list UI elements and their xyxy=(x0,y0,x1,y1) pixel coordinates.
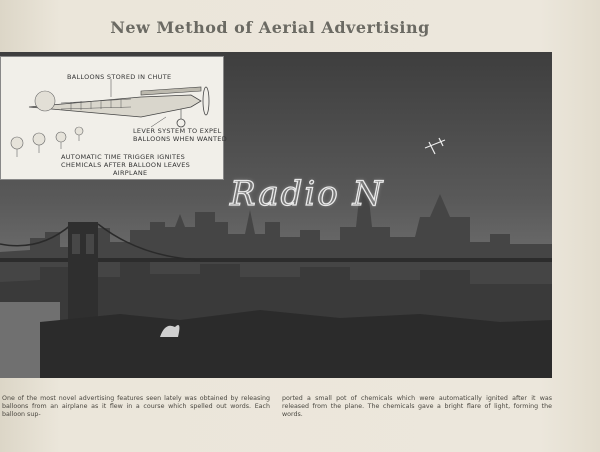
caption-left: One of the most novel advertising features seen lately was obtained by releasing balloons from an airplane as it flew in a course which spelled out words. Each balloon sup- xyxy=(2,395,270,418)
label-trigger-line3: AIRPLANE xyxy=(113,169,148,177)
label-balloons-stored: BALLOONS STORED IN CHUTE xyxy=(67,73,172,81)
label-trigger-line1: AUTOMATIC TIME TRIGGER IGNITES xyxy=(61,153,186,161)
label-lever-line1: LEVER SYSTEM TO EXPEL xyxy=(133,127,222,135)
caption-right: ported a small pot of chemicals which were automatically ignited after it was released from the plane. The chemicals gave a bright flare of light, forming the words. xyxy=(282,395,552,418)
label-lever-line2: BALLOONS WHEN WANTED xyxy=(133,135,228,143)
label-trigger-line2: CHEMICALS AFTER BALLOON LEAVES xyxy=(61,161,191,169)
page-title: New Method of Aerial Advertising xyxy=(110,18,430,37)
sky-writing-text: Radio N xyxy=(230,174,385,214)
inset-diagram xyxy=(0,56,228,180)
